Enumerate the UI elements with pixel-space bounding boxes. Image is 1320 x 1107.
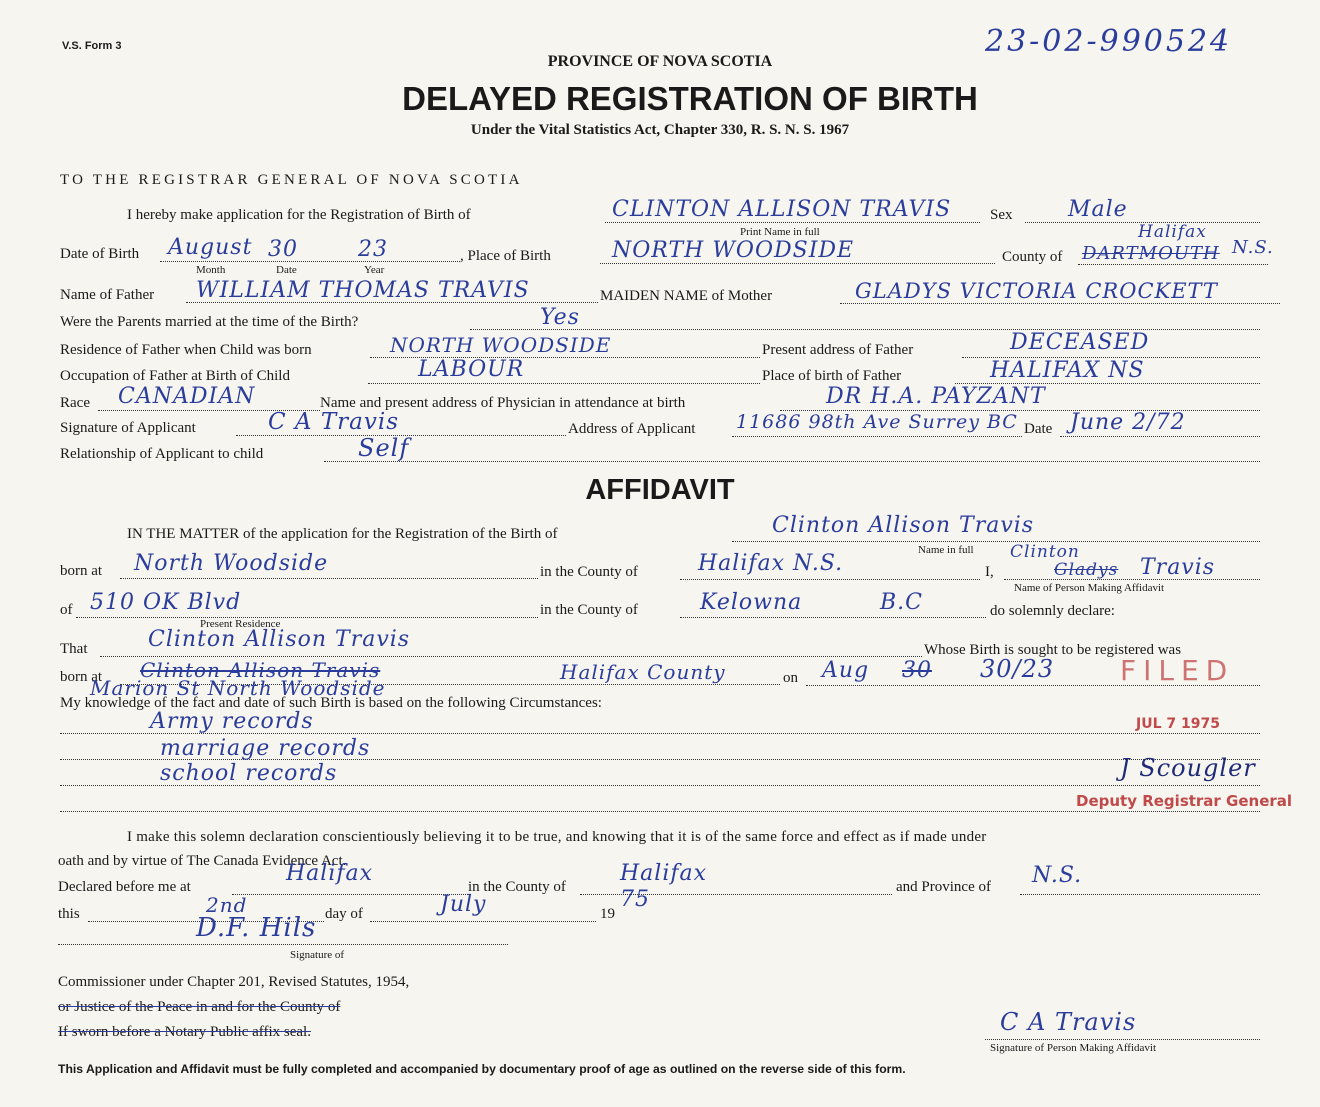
rel-value: Self [358,434,410,462]
circ-line-4 [60,811,1260,812]
filed-date-stamp: JUL 7 1975 [1136,716,1220,732]
deputy-signature: J Scougler [1120,754,1256,782]
of-addr-value: 510 OK Blvd [90,590,242,615]
sig-of-label: Signature of [290,949,345,961]
affidavit-heading: AFFIDAVIT [585,474,735,506]
pob-line [600,263,995,264]
physician-label: Name and present address of Physician in attendance at birth [320,395,686,411]
child-name-line [605,222,980,223]
deputy-stamp: Deputy Registrar General [1076,792,1293,810]
sig-label: Signature of Applicant [60,420,196,436]
form-title: DELAYED REGISTRATION OF BIRTH [402,80,978,117]
county-above-value: Halifax [1138,222,1207,242]
person-rest-value: Travis [1140,555,1216,580]
rel-line [324,461,1260,462]
matter-label: IN THE MATTER of the application for the Registration of the Birth of [127,526,558,542]
pob-value: NORTH WOODSIDE [612,238,855,263]
affiant-sig-line [985,1039,1260,1040]
that-line [100,656,922,657]
declared-county-value: Halifax [620,861,708,886]
province-label: and Province of [896,879,991,895]
commissioner-line-2: or Justice of the Peace in and for the County of [58,999,341,1015]
person-line [1004,579,1260,580]
father-present-value: DECEASED [1010,330,1150,355]
county1-label: in the County of [540,564,638,580]
form-subtitle: Under the Vital Statistics Act, Chapter 330, R. S. N. S. 1967 [470,122,850,138]
year-prefix-label: 19 [600,906,615,922]
commissioner-signature: D.F. Hils [196,913,317,943]
dob-line [160,261,460,262]
pob-label: , Place of Birth [460,248,551,264]
year-label: Year [364,264,385,276]
person-label: Name of Person Making Affidavit [1014,582,1165,594]
form-id: V.S. Form 3 [62,40,122,52]
i-label: I, [985,564,994,580]
file-number: 23-02-990524 [985,24,1233,59]
father-occ-label: Occupation of Father at Birth of Child [60,368,290,384]
child-name-value: CLINTON ALLISON TRAVIS [612,197,952,222]
born2-label: born at [60,669,103,685]
addr-line [732,436,1022,437]
mother-value: GLADYS VICTORIA CROCKETT [855,279,1218,303]
knowledge-label: My knowledge of the fact and date of such Birth is based on the following Circumstances: [60,695,602,711]
born-at-value: North Woodside [134,551,329,576]
that-label: That [60,641,88,657]
declared-at-value: Halifax [286,861,374,886]
circumstance-2: marriage records [160,736,371,761]
father-occ-line [368,383,760,384]
this-label: this [58,906,80,922]
born-at-label: born at [60,563,103,579]
this-month-value: July [440,892,487,917]
declaration-line-1: I make this solemn declaration conscientiously believing it to be true, and knowing that it is of the same force and effect as if made under [127,829,987,845]
father-occ-value: LABOUR [418,357,525,382]
born2-county-value: Halifax County [560,660,726,684]
dob-month-value: August [168,235,253,260]
date-label: Date [1024,421,1053,437]
sig-value: C A Travis [268,409,400,435]
affiant-signature: C A Travis [1000,1008,1137,1036]
footer-note: This Application and Affidavit must be fully completed and accompanied by documentary proof of age as outlined on the reverse side of this form. [58,1062,906,1076]
matter-line [732,541,1260,542]
province-heading: PROVINCE OF NOVA SCOTIA [547,53,773,70]
day-of-label: day of [325,906,363,922]
present-res-label: Present Residence [200,618,281,630]
county-struck-value: DARTMOUTH [1082,243,1220,264]
intro-label: I hereby make application for the Registration of Birth of [127,207,471,223]
declare-label: do solemnly declare: [990,603,1115,619]
app-date-line [1060,436,1260,437]
that-name-value: Clinton Allison Travis [148,627,411,652]
this-day-value: 2nd [206,893,248,917]
race-label: Race [60,395,90,411]
born2-struck-value: Clinton Allison Travis [140,658,381,682]
declared-prov-value: N.S. [1032,863,1083,888]
father-pob-value: HALIFAX NS [990,358,1145,383]
declared-label: Declared before me at [58,879,191,895]
race-value: CANADIAN [118,384,256,409]
in-county-label: in the County of [468,879,566,895]
born2-above-value: Marion St North Woodside [90,676,386,700]
county2-label: in the County of [540,602,638,618]
addr-label: Address of Applicant [568,421,696,437]
commissioner-line-3: If sworn before a Notary Public affix seal. [58,1024,311,1040]
rel-label: Relationship of Applicant to child [60,446,264,462]
print-name-label: Print Name in full [740,226,820,238]
declared-prov-line [1020,894,1260,895]
county-suffix-value: N.S. [1232,237,1274,258]
father-value: WILLIAM THOMAS TRAVIS [196,278,530,303]
county1-line [680,579,980,580]
father-present-label: Present address of Father [762,342,914,358]
married-value: Yes [540,305,580,330]
married-label: Were the Parents married at the time of the Birth? [60,314,359,330]
declaration-line-2: oath and by virtue of The Canada Evidence Act. [58,853,347,869]
commissioner-line-1: Commissioner under Chapter 201, Revised Statutes, 1954, [58,974,410,990]
county2-line [680,617,986,618]
declared-at-line [232,894,468,895]
county1-value: Halifax N.S. [698,551,844,576]
dob-date-value: 30 [268,237,298,262]
father-pob-label: Place of birth of Father [762,368,902,384]
county2-prov-value: B.C [880,590,923,615]
dob-label: Date of Birth [60,246,140,262]
person-struck-value: Gladys [1054,560,1119,580]
addressee: TO THE REGISTRAR GENERAL OF NOVA SCOTIA [60,172,523,188]
sex-label: Sex [990,207,1013,223]
circumstance-3: school records [160,761,338,786]
person-above-value: Clinton [1010,542,1080,562]
this-year-value: 75 [620,887,650,912]
of-label: of [60,602,73,618]
born-at-line [120,578,538,579]
county-label: County of [1002,249,1063,265]
month-label: Month [196,264,226,276]
mother-line [840,303,1280,304]
on-date-value: Aug [822,658,870,683]
commissioner-sig-line [58,944,508,945]
on-final-value: 30/23 [980,655,1055,683]
of-line [76,617,538,618]
father-res-value: NORTH WOODSIDE [390,333,612,357]
date-label: Date [276,264,297,276]
app-date-value: June 2/72 [1070,410,1186,435]
dob-year-value: 23 [358,237,388,262]
county2-value: Kelowna [700,590,803,615]
name-full-label: Name in full [918,544,974,556]
affiant-label: Signature of Person Making Affidavit [990,1042,1156,1054]
addr-value: 11686 98th Ave Surrey BC [736,411,1018,433]
whose-label: Whose Birth is sought to be registered was [924,642,1182,658]
physician-value: DR H.A. PAYZANT [826,384,1046,409]
this-month-line [370,921,596,922]
sex-value: Male [1068,197,1128,222]
filed-stamp: FILED [1120,654,1235,687]
father-res-label: Residence of Father when Child was born [60,342,312,358]
father-label: Name of Father [60,287,155,303]
mother-label: MAIDEN NAME of Mother [600,288,773,304]
on-label: on [783,670,798,686]
matter-name-value: Clinton Allison Travis [772,513,1035,538]
on-struck-value: 30 [902,658,932,683]
circumstance-1: Army records [150,709,314,734]
